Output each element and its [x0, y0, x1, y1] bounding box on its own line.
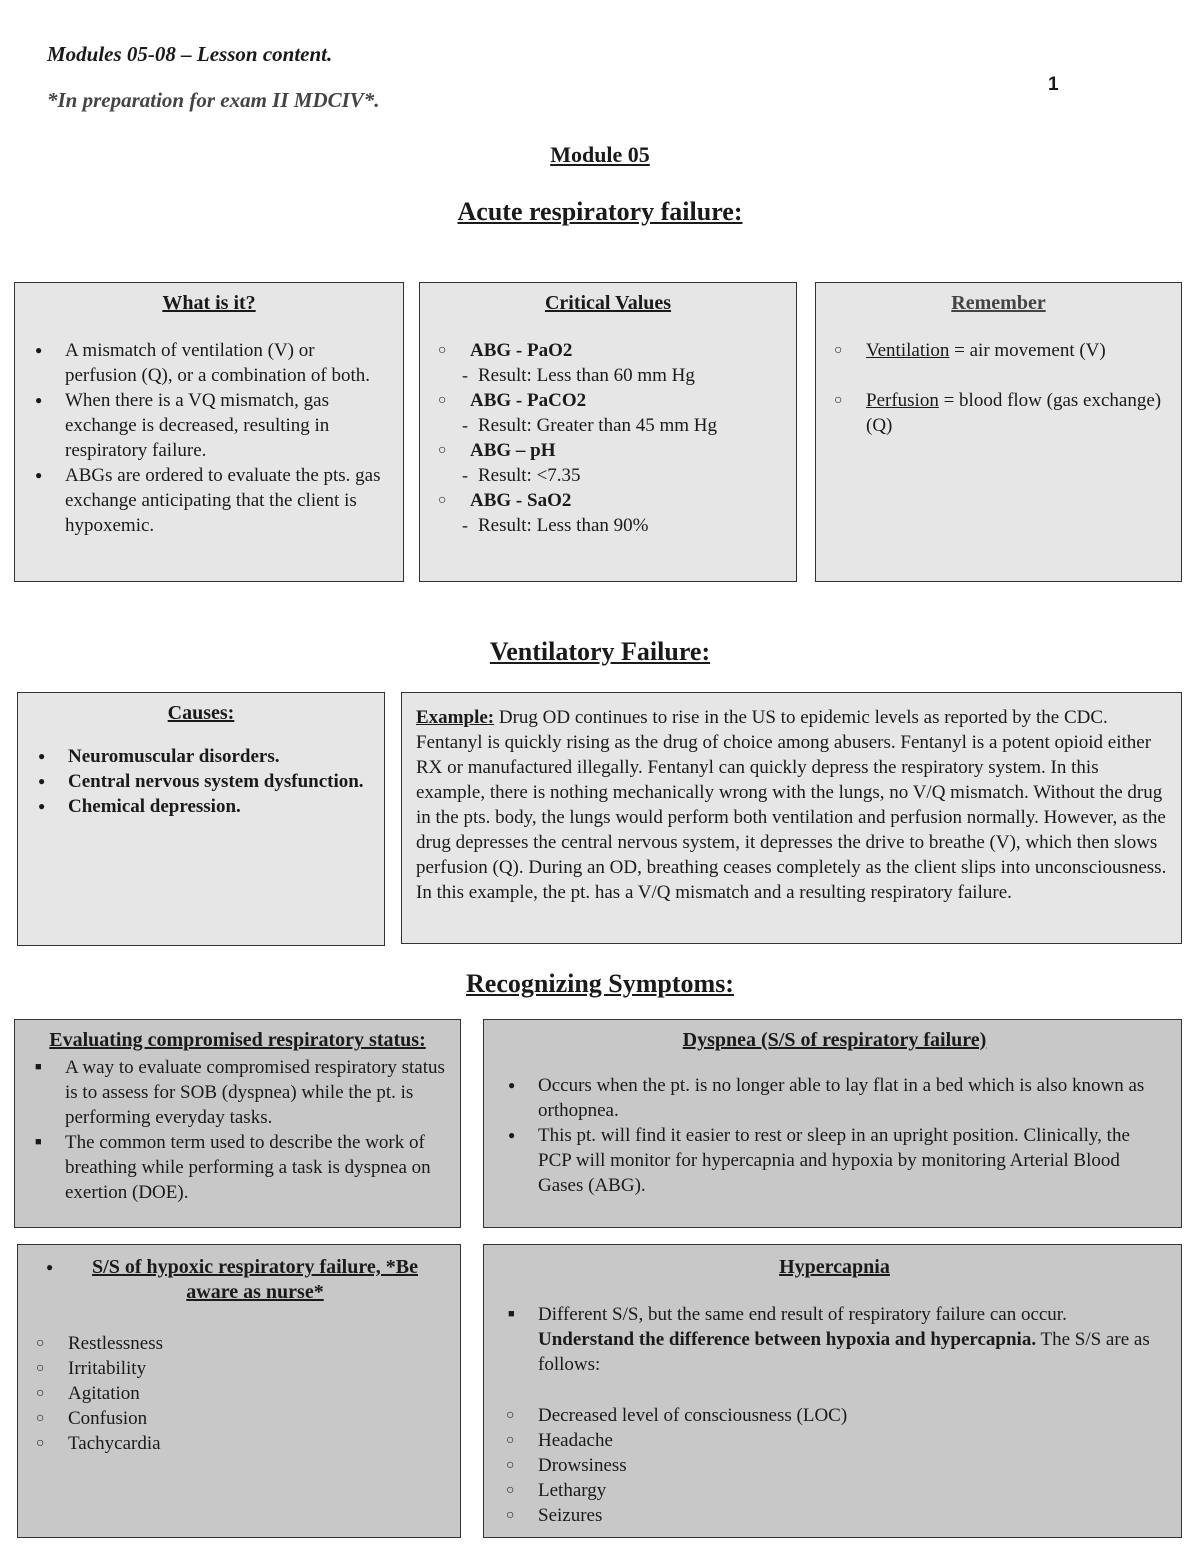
hypercapnia-list [502, 1403, 1167, 1528]
list-item [830, 388, 1167, 438]
evaluating-title: Evaluating compromised respiratory status: [49, 1029, 426, 1051]
ventilatory-heading: Ventilatory Failure: [489, 637, 711, 666]
evaluating-box [14, 1019, 461, 1228]
abg-result: - Result: Less than 90% [434, 513, 782, 538]
hypoxic-title [32, 1255, 446, 1305]
list-item: ■ A way to evaluate compromised respiratory status is to assess for SOB (dyspnea) while the pt. is performing everyday tasks. [29, 1055, 446, 1130]
critical-values-box [419, 282, 797, 582]
what-is-it-title: What is it? [162, 292, 256, 314]
hypoxic-box [17, 1244, 461, 1538]
abg-result: - Result: Less than 60 mm Hg [434, 363, 782, 388]
intro-text: Different S/S, but the same end result of respiratory failure can occur. [538, 1304, 1067, 1325]
hypercapnia-intro [502, 1302, 1167, 1377]
list-item: ○ Drowsiness [502, 1453, 1167, 1478]
list-item: ● When there is a VQ mismatch, gas exchange is decreased, resulting in respiratory failure. [29, 388, 389, 463]
list-item [502, 1302, 1167, 1377]
hypercapnia-box [483, 1244, 1182, 1538]
abg-test: ○ ABG - PaO2 [434, 338, 782, 363]
intro-tail: The S/S are as follows: [538, 1329, 1150, 1375]
list-item: ○ Agitation [32, 1381, 446, 1406]
abg-result: - Result: Greater than 45 mm Hg [434, 413, 782, 438]
list-item: ○ Restlessness [32, 1331, 446, 1356]
list-item: ○ Confusion [32, 1406, 446, 1431]
remember-box [815, 282, 1182, 582]
list-item: ○ Tachycardia [32, 1431, 446, 1456]
dyspnea-box [483, 1019, 1182, 1228]
what-is-it-list [29, 338, 389, 538]
remember-list [830, 338, 1167, 438]
definition: = blood flow (gas exchange) (Q) [866, 390, 1162, 436]
list-item: ● This pt. will find it easier to rest or sleep in an upright position. Clinically, the PCP will monitor for hypercapnia and hypoxia by monitoring Arterial Blood Gases (ABG). [502, 1123, 1167, 1198]
list-item: ● ABGs are ordered to evaluate the pts. gas exchange anticipating that the client is hypoxemic. [29, 463, 389, 538]
hypercapnia-title: Hypercapnia [779, 1256, 890, 1278]
bullet-icon: ● [46, 1260, 54, 1274]
abg-test: ○ ABG - SaO2 [434, 488, 782, 513]
list-item: ● Central nervous system dysfunction. [32, 769, 370, 794]
symptoms-heading: Recognizing Symptoms: [466, 969, 734, 998]
abg-test: ○ ABG - PaCO2 [434, 388, 782, 413]
dyspnea-list [502, 1073, 1167, 1198]
hypoxic-title-text: S/S of hypoxic respiratory failure, *Be aware as nurse* [92, 1256, 418, 1303]
list-item: ■ The common term used to describe the work of breathing while performing a task is dyspnea on exertion (DOE). [29, 1130, 446, 1205]
critical-values-list [434, 338, 782, 538]
list-item: ○ Seizures [502, 1503, 1167, 1528]
term: Perfusion [866, 390, 939, 411]
list-item: ● Neuromuscular disorders. [32, 744, 370, 769]
term: Ventilation [866, 340, 950, 361]
dyspnea-title: Dyspnea (S/S of respiratory failure) [682, 1029, 987, 1051]
list-item [830, 338, 1167, 363]
list-item: ● Chemical depression. [32, 794, 370, 819]
abg-result: - Result: <7.35 [434, 463, 782, 488]
module-title: Module 05 [550, 142, 650, 167]
list-item: ○ Decreased level of consciousness (LOC) [502, 1403, 1167, 1428]
acute-heading: Acute respiratory failure: [457, 197, 743, 226]
causes-list [32, 744, 370, 819]
hypoxic-list [32, 1331, 446, 1456]
list-item: ○ Lethargy [502, 1478, 1167, 1503]
page-number: 1 [1048, 74, 1059, 95]
list-item: ● Occurs when the pt. is no longer able to lay flat in a bed which is also known as orthopnea. [502, 1073, 1167, 1123]
intro-emphasis: Understand the difference between hypoxia and hypercapnia. [538, 1329, 1037, 1350]
example-text: Drug OD continues to rise in the US to epidemic levels as reported by the CDC. Fentanyl is quickly rising as the drug of choice among abusers. Fentanyl is a potent opioid either RX or manufactured illegally. Fentanyl can quickly depress the respiratory system. In this example, there is nothing mechanically wrong with the lungs, no V/Q mismatch. Without the drug in the pts. body, the lungs would perform both ventilation and perfusion normally. However, as the drug depresses the central nervous system, it depresses the drive to breathe (V), which then slows perfusion (Q). During an OD, breathing ceases completely as the client slips into unconsciousness. In this example, the pt. has a V/Q mismatch and a resulting respiratory failure. [416, 707, 1167, 903]
example-paragraph [416, 705, 1167, 905]
what-is-it-box [14, 282, 404, 582]
example-box [401, 692, 1182, 944]
document-title: Modules 05-08 – Lesson content. [47, 42, 333, 66]
causes-title: Causes: [167, 702, 235, 724]
example-label: Example: [416, 707, 495, 728]
list-item: ○ Headache [502, 1428, 1167, 1453]
evaluating-list [29, 1055, 446, 1205]
list-item: ○ Irritability [32, 1356, 446, 1381]
definition: = air movement (V) [949, 340, 1106, 361]
abg-test: ○ ABG – pH [434, 438, 782, 463]
causes-box [17, 692, 385, 946]
list-item: ● A mismatch of ventilation (V) or perfusion (Q), or a combination of both. [29, 338, 389, 388]
remember-title: Remember [951, 292, 1046, 314]
document-subtitle: *In preparation for exam II MDCIV*. [47, 88, 380, 112]
critical-values-title: Critical Values [544, 292, 672, 314]
